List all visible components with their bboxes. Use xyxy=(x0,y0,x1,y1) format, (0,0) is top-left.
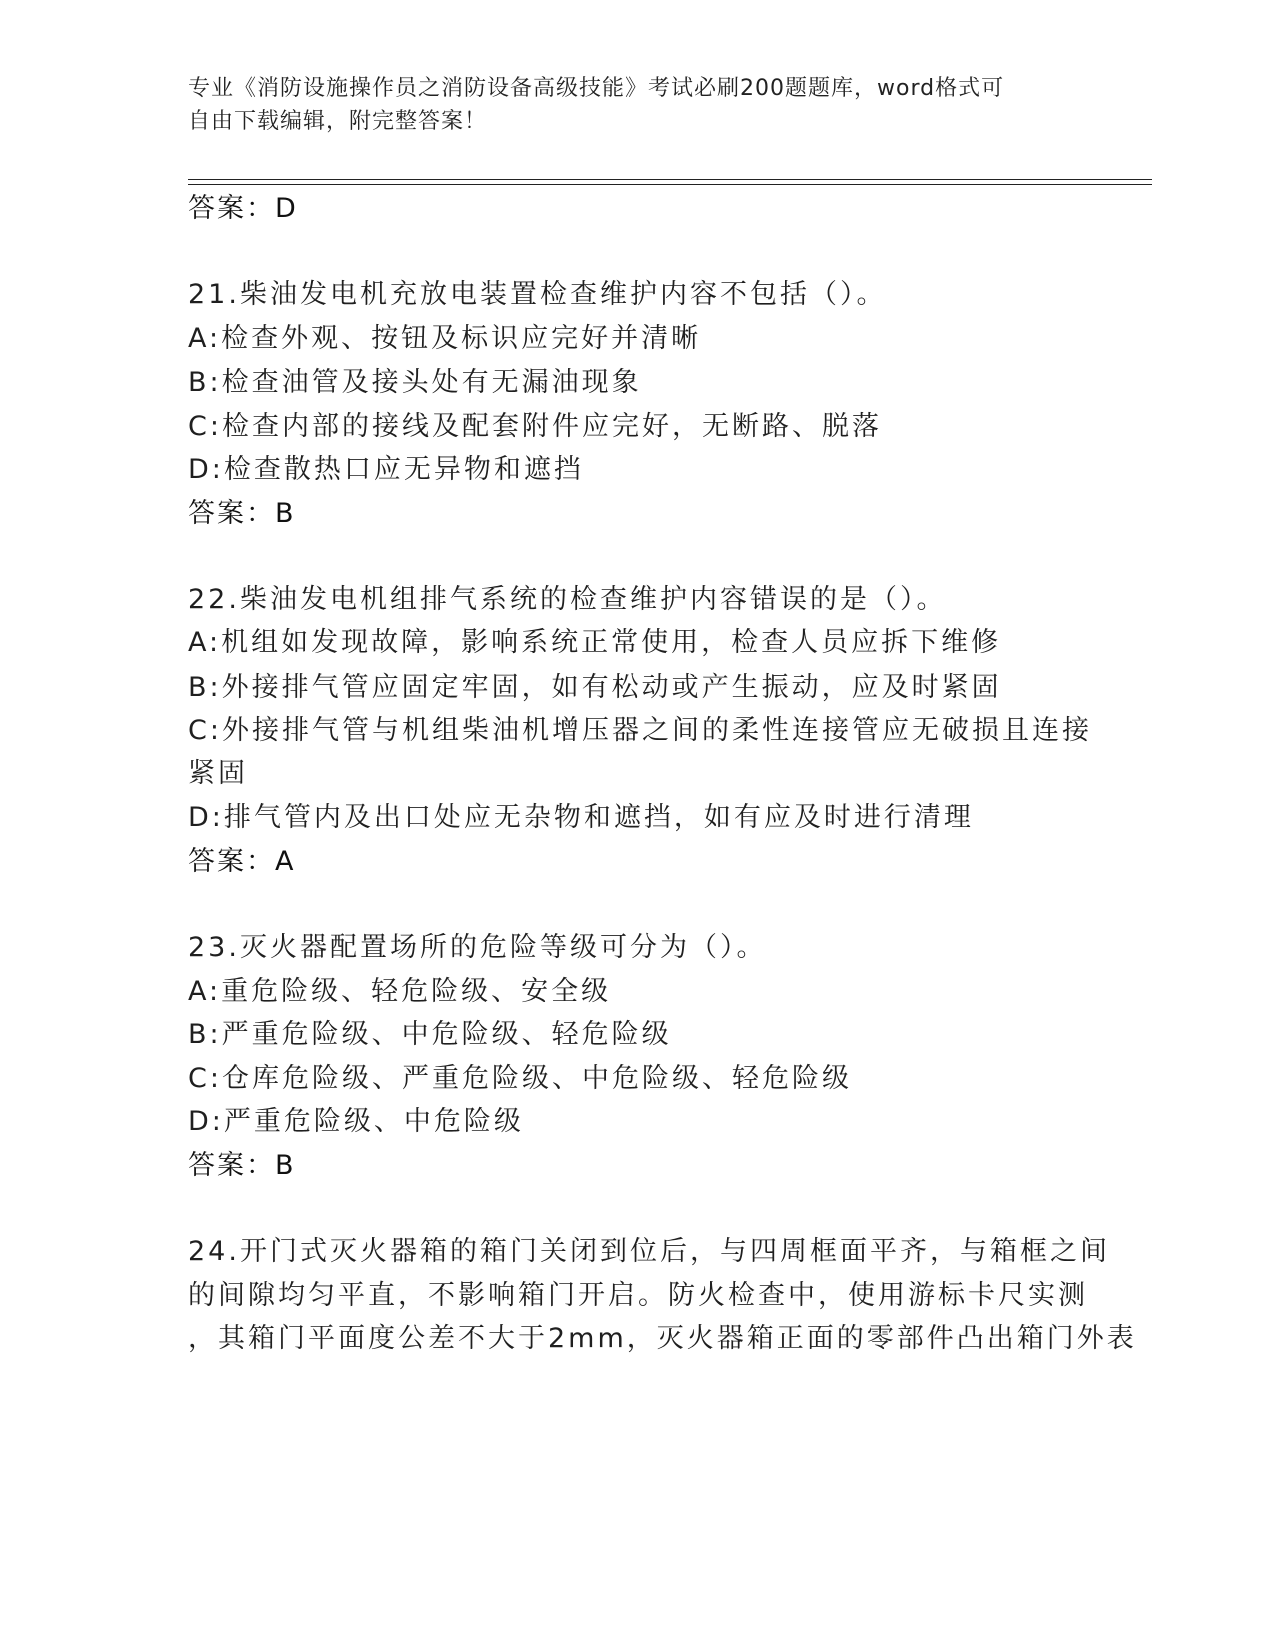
header-line-1: 专业《消防设施操作员之消防设备高级技能》考试必刷200题题库，word格式可 xyxy=(188,76,1005,101)
question-22-option-d: D:排气管内及出口处应无杂物和遮挡，如有应及时进行清理 xyxy=(188,802,974,833)
header-rule-bottom xyxy=(188,184,1152,185)
question-24-stem-line-3: ，其箱门平面度公差不大于2mm，灭火器箱正面的零部件凸出箱门外表 xyxy=(188,1323,1137,1354)
question-21-option-d: D:检查散热口应无异物和遮挡 xyxy=(188,454,584,485)
question-21-answer: 答案：B xyxy=(188,498,296,529)
question-23-option-c: C:仓库危险级、严重危险级、中危险级、轻危险级 xyxy=(188,1063,852,1094)
question-22-stem: 22.柴油发电机组排气系统的检查维护内容错误的是（）。 xyxy=(188,584,947,615)
document-header xyxy=(188,72,1068,138)
header-line-2: 自由下载编辑，附完整答案！ xyxy=(188,109,488,134)
question-22-option-b: B:外接排气管应固定牢固，如有松动或产生振动，应及时紧固 xyxy=(188,672,1002,703)
question-23-option-d: D:严重危险级、中危险级 xyxy=(188,1106,524,1137)
question-23-stem: 23.灭火器配置场所的危险等级可分为（）。 xyxy=(188,932,767,963)
question-24-stem-line-1: 24.开门式灭火器箱的箱门关闭到位后，与四周框面平齐，与箱框之间 xyxy=(188,1236,1110,1267)
question-22-answer: 答案：A xyxy=(188,846,296,877)
question-21-stem: 21.柴油发电机充放电装置检查维护内容不包括（）。 xyxy=(188,279,887,310)
question-21-option-c: C:检查内部的接线及配套附件应完好，无断路、脱落 xyxy=(188,411,882,442)
question-23-option-a: A:重危险级、轻危险级、安全级 xyxy=(188,976,612,1007)
header-rule-top xyxy=(188,179,1152,180)
answer-line: 答案：D xyxy=(188,193,298,224)
question-21-option-b: B:检查油管及接头处有无漏油现象 xyxy=(188,367,642,398)
question-24-stem-line-2: 的间隙均匀平直，不影响箱门开启。防火检查中，使用游标卡尺实测 xyxy=(188,1280,1088,1311)
question-21-option-a: A:检查外观、按钮及标识应完好并清晰 xyxy=(188,323,702,354)
question-23-option-b: B:严重危险级、中危险级、轻危险级 xyxy=(188,1019,672,1050)
question-22-option-c-line-1: C:外接排气管与机组柴油机增压器之间的柔性连接管应无破损且连接 xyxy=(188,715,1092,746)
question-22-option-a: A:机组如发现故障，影响系统正常使用，检查人员应拆下维修 xyxy=(188,627,1002,658)
question-23-answer: 答案：B xyxy=(188,1150,296,1181)
question-22-option-c-line-2: 紧固 xyxy=(188,758,248,789)
